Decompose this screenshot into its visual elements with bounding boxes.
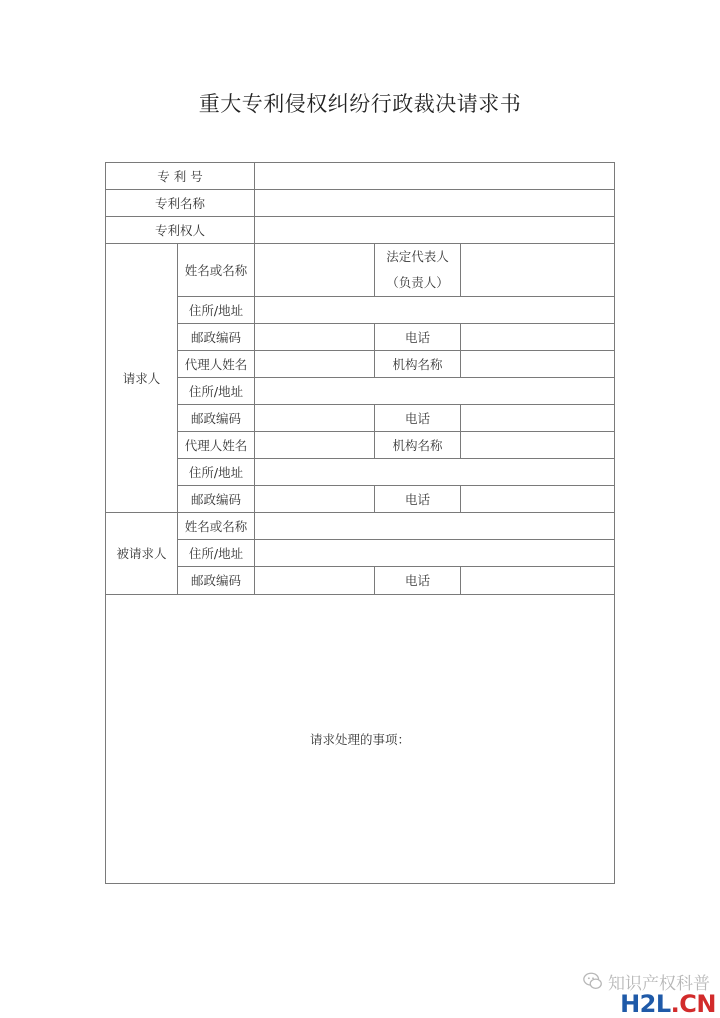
- respondent-postcode-label: 邮政编码: [178, 567, 255, 594]
- patent-holder-label: 专利权人: [106, 217, 255, 244]
- agent2-name-row: [106, 432, 615, 459]
- requester-name-row: [106, 244, 615, 297]
- agent1-phone-field[interactable]: [461, 405, 615, 432]
- wechat-icon: [582, 970, 604, 992]
- agent1-name-row: [106, 351, 615, 378]
- respondent-address-field[interactable]: [255, 540, 615, 567]
- agent1-name-label: 代理人姓名: [178, 351, 255, 378]
- patent-number-label: 专 利 号: [106, 163, 255, 190]
- legal-representative-label: [375, 244, 461, 297]
- agent2-org-field[interactable]: [461, 432, 615, 459]
- patent-name-label: 专利名称: [106, 190, 255, 217]
- agent2-phone-label: 电话: [375, 486, 461, 513]
- requester-address-field[interactable]: [255, 297, 615, 324]
- agent2-postcode-row: [106, 486, 615, 513]
- respondent-name-label: 姓名或名称: [178, 513, 255, 540]
- matters-row: [106, 594, 615, 884]
- matters-label: 请求处理的事项：: [310, 731, 411, 747]
- agent1-postcode-field[interactable]: [255, 405, 375, 432]
- agent1-postcode-row: [106, 405, 615, 432]
- agent1-address-row: [106, 378, 615, 405]
- requester-address-row: [106, 297, 615, 324]
- patent-name-row: [106, 190, 615, 217]
- agent1-org-label: 机构名称: [375, 351, 461, 378]
- agent2-postcode-field[interactable]: [255, 486, 375, 513]
- requester-name-label: 姓名或名称: [178, 244, 255, 297]
- respondent-phone-label: 电话: [375, 567, 461, 594]
- agent1-address-label: 住所/地址: [178, 378, 255, 405]
- patent-name-field[interactable]: [255, 190, 615, 217]
- agent2-name-label: 代理人姓名: [178, 432, 255, 459]
- respondent-name-field[interactable]: [255, 513, 615, 540]
- respondent-postcode-field[interactable]: [255, 567, 375, 594]
- requester-postcode-row: [106, 324, 615, 351]
- agent2-phone-field[interactable]: [461, 486, 615, 513]
- h2l-logo-part1: H2L: [620, 990, 671, 1018]
- document-title: 重大专利侵权纠纷行政裁决请求书: [198, 92, 522, 116]
- request-form-table: [105, 162, 615, 884]
- requester-name-field[interactable]: [255, 244, 375, 297]
- matters-field[interactable]: [106, 594, 615, 884]
- h2l-logo: [620, 990, 716, 1018]
- agent2-name-field[interactable]: [255, 432, 375, 459]
- requester-section-label: 请求人: [106, 244, 178, 513]
- agent1-org-field[interactable]: [461, 351, 615, 378]
- legal-representative-line2: （负责人）: [386, 275, 449, 291]
- agent2-org-label: 机构名称: [375, 432, 461, 459]
- legal-representative-line1: 法定代表人: [386, 249, 449, 265]
- h2l-logo-part2: .CN: [670, 990, 716, 1018]
- agent1-name-field[interactable]: [255, 351, 375, 378]
- agent2-address-field[interactable]: [255, 459, 615, 486]
- agent1-address-field[interactable]: [255, 378, 615, 405]
- respondent-postcode-row: [106, 567, 615, 594]
- agent1-postcode-label: 邮政编码: [178, 405, 255, 432]
- respondent-phone-field[interactable]: [461, 567, 615, 594]
- legal-representative-field[interactable]: [461, 244, 615, 297]
- patent-holder-row: [106, 217, 615, 244]
- agent2-address-label: 住所/地址: [178, 459, 255, 486]
- watermark-text: 知识产权科普: [608, 973, 710, 994]
- requester-postcode-field[interactable]: [255, 324, 375, 351]
- agent2-postcode-label: 邮政编码: [178, 486, 255, 513]
- respondent-address-label: 住所/地址: [178, 540, 255, 567]
- patent-number-row: [106, 163, 615, 190]
- requester-phone-field[interactable]: [461, 324, 615, 351]
- requester-address-label: 住所/地址: [178, 297, 255, 324]
- agent1-phone-label: 电话: [375, 405, 461, 432]
- requester-postcode-label: 邮政编码: [178, 324, 255, 351]
- requester-phone-label: 电话: [375, 324, 461, 351]
- respondent-section-label: 被请求人: [106, 513, 178, 594]
- patent-holder-field[interactable]: [255, 217, 615, 244]
- agent2-address-row: [106, 459, 615, 486]
- respondent-address-row: [106, 540, 615, 567]
- respondent-name-row: [106, 513, 615, 540]
- patent-number-field[interactable]: [255, 163, 615, 190]
